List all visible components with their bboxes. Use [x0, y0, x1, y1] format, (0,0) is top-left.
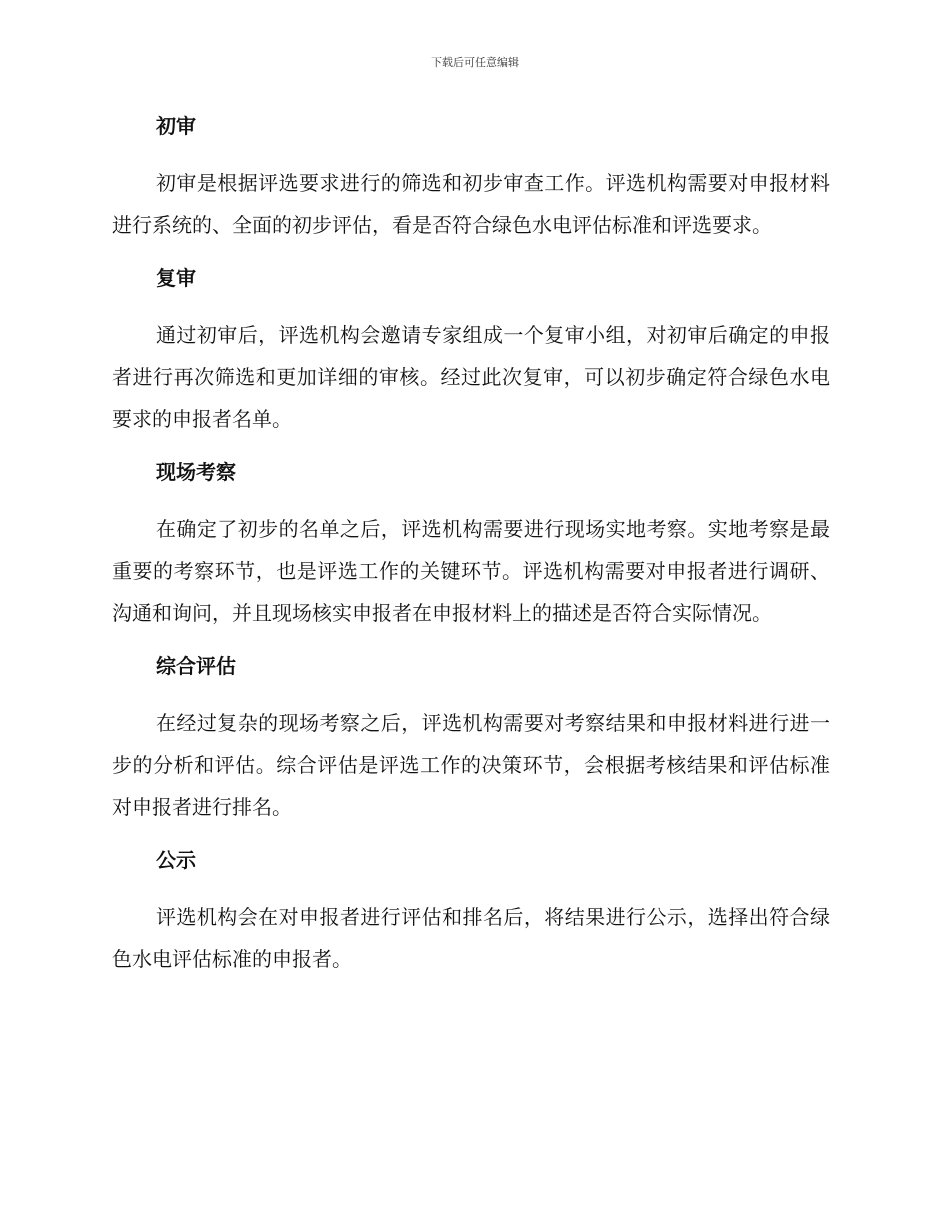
section-second-review: [112, 258, 830, 440]
section-public-notice: [112, 840, 830, 980]
section-site-inspection: [112, 452, 830, 634]
section-heading: 现场考察: [156, 460, 236, 484]
section-body: 在经过复杂的现场考察之后，评选机构需要对考察结果和申报材料进行进一步的分析和评估。综合评估是评选工作的决策环节，会根据考核结果和评估标准对申报者进行排名。: [112, 711, 830, 819]
header-note: 下载后可任意编辑: [431, 56, 519, 69]
document-content: [112, 106, 830, 992]
section-body: 在确定了初步的名单之后，评选机构需要进行现场实地考察。实地考察是最重要的考察环节，也是评选工作的关键环节。评选机构需要对申报者进行调研、沟通和询问，并且现场核实申报者在申报材料上的描述是否符合实际情况。: [112, 517, 830, 625]
section-heading: 复审: [156, 266, 196, 290]
section-body: 评选机构会在对申报者进行评估和排名后，将结果进行公示，选择出符合绿色水电评估标准的申报者。: [112, 905, 830, 971]
section-body: 初审是根据评选要求进行的筛选和初步审查工作。评选机构需要对申报材料进行系统的、全面的初步评估，看是否符合绿色水电评估标准和评选要求。: [112, 171, 830, 237]
section-heading: 初审: [156, 114, 196, 138]
section-heading: 公示: [156, 848, 196, 872]
section-body: 通过初审后，评选机构会邀请专家组成一个复审小组，对初审后确定的申报者进行再次筛选和更加详细的审核。经过此次复审，可以初步确定符合绿色水电要求的申报者名单。: [112, 323, 830, 431]
section-comprehensive-assessment: [112, 646, 830, 828]
section-preliminary-review: [112, 106, 830, 246]
section-heading: 综合评估: [156, 654, 236, 678]
